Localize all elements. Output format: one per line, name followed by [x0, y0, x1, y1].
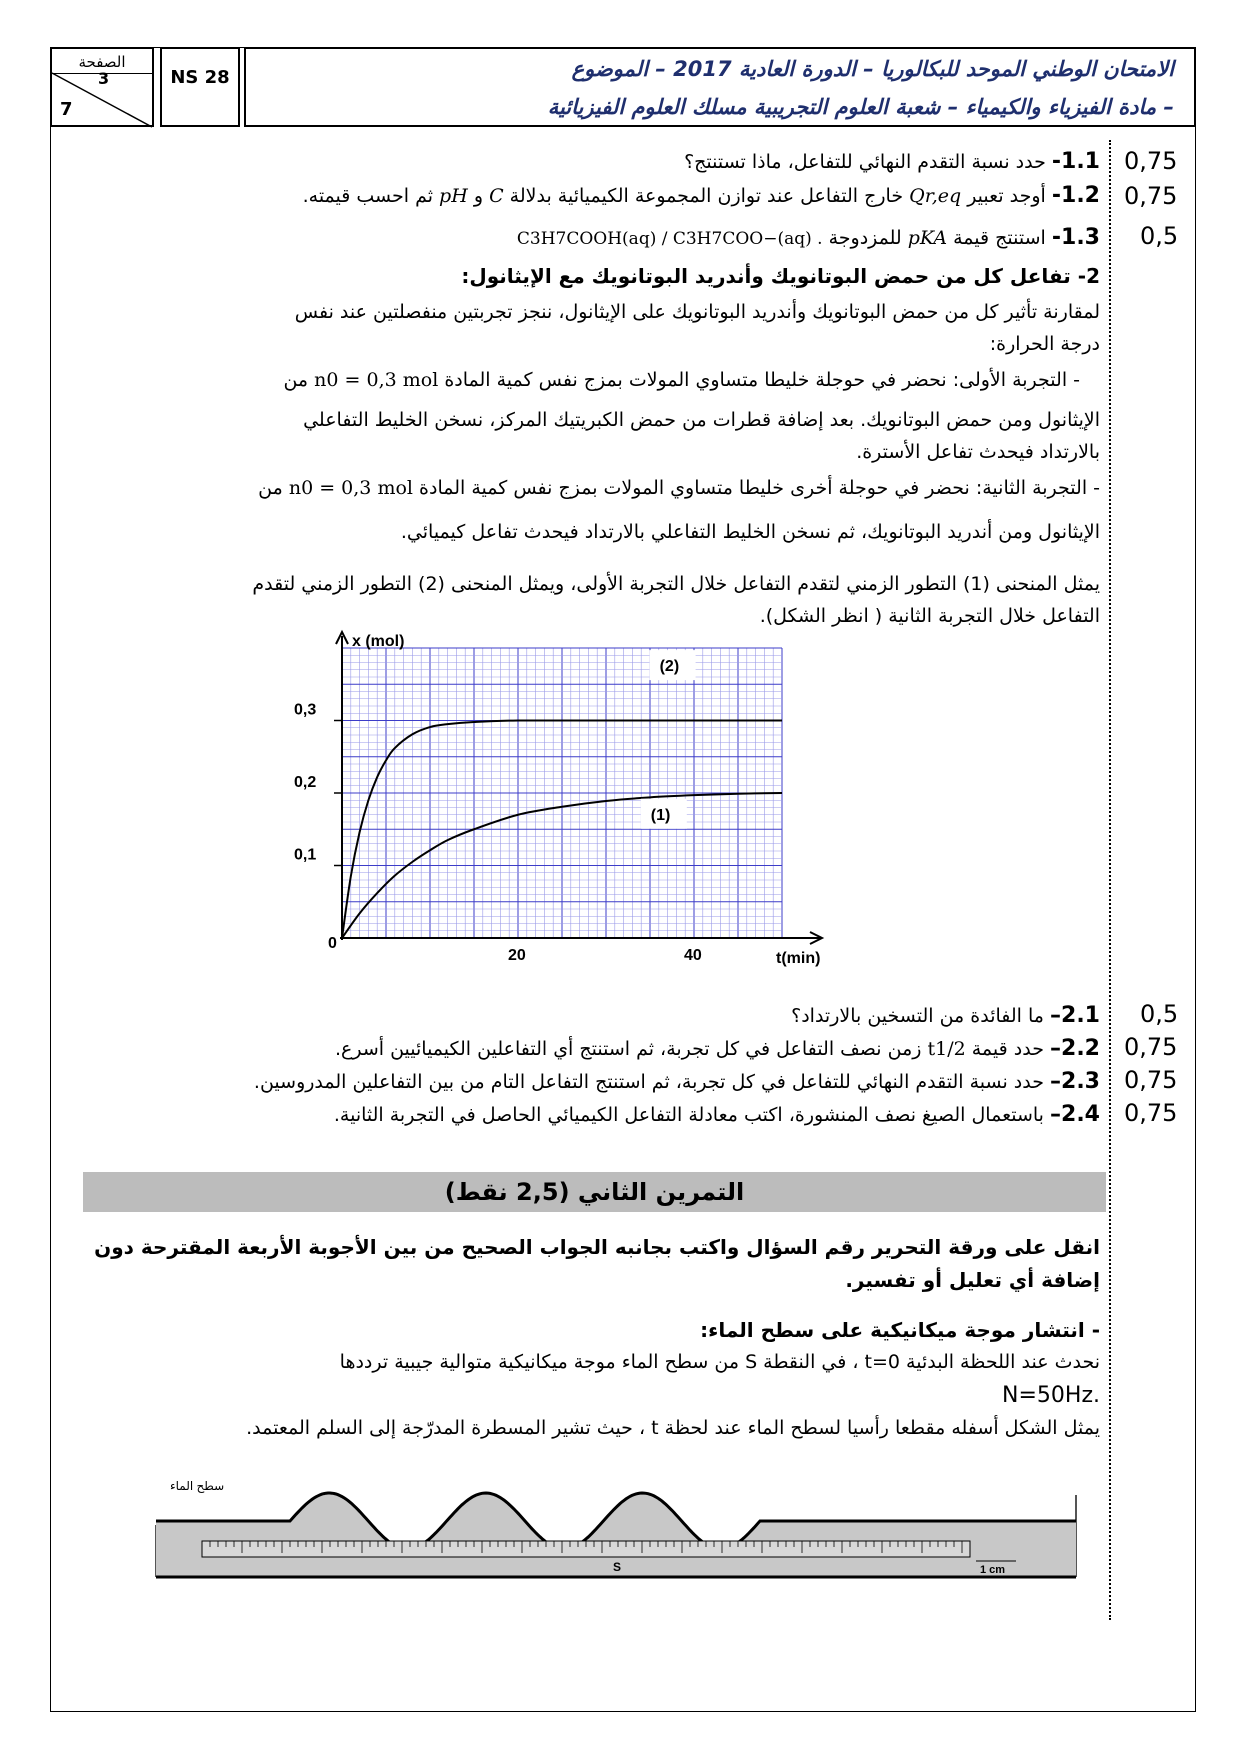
math-t-half: t1/2 [927, 1038, 966, 1060]
x-tick-label: 40 [684, 947, 702, 964]
part2-title: 2- تفاعل كل من حمض البوتانويك وأندريد البوتانويك مع الإيثانول: [461, 264, 1100, 288]
x-tick-label: 0 [328, 935, 337, 952]
question-2-2 [335, 1037, 1100, 1061]
points-1-3: 0,5 [1140, 222, 1179, 250]
page-total: 7 [60, 99, 73, 120]
question-number: 2.4– [1050, 1102, 1100, 1127]
points-2-4: 0,75 [1124, 1099, 1178, 1127]
points-2-3: 0,75 [1124, 1066, 1178, 1094]
exp1-amount: n0 = 0,3 mol [314, 369, 439, 391]
exp2-text: - التجربة الثانية: نحضر في حوجلة أخرى خليطا متساوي المولات بمزج نفس كمية المادة [419, 477, 1100, 499]
points-2-2: 0,75 [1124, 1033, 1178, 1061]
header-title-line2: – مادة الفيزياء والكيمياء – شعبة العلوم التجريبية مسلك العلوم الفيزيائية [547, 95, 1174, 119]
question-text: و [473, 185, 484, 207]
part2-intro-2: درجة الحرارة: [989, 333, 1100, 355]
exercise2-instruction-1: انقل على ورقة التحرير رقم السؤال واكتب بجانبه الجواب الصحيح من بين الأجوبة الأربعة المقترحة دون [94, 1235, 1100, 1259]
question-text: خارج التفاعل عند توازن المجموعة الكيميائية بدلالة [509, 185, 904, 207]
question-2-4 [334, 1103, 1100, 1127]
points-1-2: 0,75 [1124, 182, 1178, 210]
page-number-box [50, 47, 154, 127]
advancement-chart [294, 620, 880, 980]
y-tick-label: 0,3 [294, 701, 317, 719]
curve-label-1: (1) [650, 806, 671, 824]
scale-label: 1 cm [980, 1564, 1006, 1576]
question-text: ثم احسب قيمته. [302, 185, 433, 207]
math-pka: pKA [907, 227, 948, 249]
exp2-text: من [258, 477, 283, 499]
question-text: زمن نصف التفاعل في كل تجربة، ثم استنتج أي التفاعلين الكيميائيين أسرع. [334, 1038, 922, 1060]
part2-intro-1: لمقارنة تأثير كل من حمض البوتانويك وأندريد البوتانويك على الإيثانول، ننجز تجربتين منفصلتين عند نفس [294, 301, 1100, 323]
question-text: حدد قيمة [971, 1038, 1044, 1060]
curves-desc-2: التفاعل خلال التجربة الثانية ( انظر الشكل). [759, 605, 1100, 627]
x-tick-label: 20 [508, 947, 526, 964]
exam-code: NS 28 [160, 47, 240, 127]
acid-base-couple: C3H7COOH(aq) / C3H7COO−(aq) . [516, 229, 823, 249]
question-number: 2.1– [1050, 1003, 1100, 1028]
question-number: 1.2- [1051, 183, 1100, 208]
exp2-line2: الإيثانول ومن أندريد البوتانويك، ثم نسخن الخليط التفاعلي بالارتداد فيحدث تفاعل كيميائي. [400, 521, 1100, 543]
question-text: استنتج قيمة [953, 227, 1046, 249]
question-2-1 [791, 1004, 1100, 1028]
water-wave-figure [150, 1465, 1080, 1585]
exercise2-line3: يمثل الشكل أسفله مقطعا رأسيا لسطح الماء عند لحظة t ، حيث تشير المسطرة المدرّجة إلى السلم المعتمد. [246, 1417, 1100, 1439]
exercise2-banner: التمرين الثاني (2,5 نقط) [83, 1172, 1106, 1212]
exercise2-line1: نحدث عند اللحظة البدئية t=0 ، في النقطة S من سطح الماء موجة ميكانيكية متوالية جيبية ترددها [339, 1351, 1100, 1373]
question-text: حدد نسبة التقدم النهائي للتفاعل في كل تجربة، ثم استنتج التفاعل التام من بين التفاعلين المدروسين. [253, 1071, 1044, 1093]
question-1-1 [684, 150, 1100, 174]
math-c: C [489, 185, 504, 207]
exp1-line3: بالارتداد فيحدث تفاعل الأسترة. [856, 441, 1100, 463]
header-title-box [244, 47, 1196, 127]
question-2-3 [254, 1070, 1100, 1094]
exercise2-subtitle: - انتشار موجة ميكانيكية على سطح الماء: [700, 1318, 1100, 1342]
exp1-text: من [283, 369, 309, 391]
math-qreq: Qr,eq [909, 185, 962, 207]
x-axis-label: t(min) [776, 950, 821, 967]
y-axis-label: x (mol) [352, 633, 405, 650]
points-1-1: 0,75 [1124, 147, 1178, 175]
exp1-text: - التجربة الأولى: نحضر في حوجلة خليطا متساوي المولات بمزج نفس كمية المادة [444, 369, 1080, 391]
curves-desc-1: يمثل المنحنى (1) التطور الزمني لتقدم التفاعل خلال التجربة الأولى، ويمثل المنحنى (2) التطور الزمني لتقدم [252, 573, 1100, 595]
page-number: 3 [98, 69, 110, 88]
question-number: 2.2– [1050, 1036, 1100, 1061]
page-label: الصفحة [78, 53, 126, 71]
exp1-line1 [283, 368, 1080, 392]
y-tick-label: 0,1 [294, 846, 317, 864]
exp1-line2: الإيثانول ومن حمض البوتانويك. بعد إضافة قطرات من حمض الكبريتيك المركز، نسخن الخليط التفاعلي [303, 409, 1100, 431]
exercise2-line2: .N=50Hz [1002, 1383, 1100, 1408]
math-ph: pH [439, 185, 468, 207]
question-number: 1.1- [1051, 149, 1100, 174]
question-1-2 [303, 184, 1100, 208]
question-text: حدد نسبة التقدم النهائي للتفاعل، ماذا تستنتج؟ [684, 151, 1046, 173]
question-number: 2.3– [1050, 1069, 1100, 1094]
exp2-amount: n0 = 0,3 mol [288, 477, 413, 499]
exp2-line1 [258, 476, 1100, 500]
question-text: للمزدوجة [828, 227, 902, 249]
water-surface-label: سطح الماء [170, 1479, 225, 1493]
margin-separator [1109, 140, 1111, 1620]
question-text: أوجد تعبير [967, 185, 1046, 207]
curve-label-2: (2) [659, 658, 680, 676]
point-s-label: S [613, 1560, 622, 1574]
question-text: ما الفائدة من التسخين بالارتداد؟ [791, 1005, 1044, 1027]
points-2-1: 0,5 [1140, 1000, 1179, 1028]
question-1-3 [517, 226, 1100, 251]
question-number: 1.3- [1051, 225, 1100, 250]
question-text: باستعمال الصيغ نصف المنشورة، اكتب معادلة التفاعل الكيميائي الحاصل في التجربة الثانية. [333, 1104, 1044, 1126]
header-title-line1: الامتحان الوطني الموحد للبكالوريا – الدورة العادية 2017 – الموضوع [571, 57, 1174, 81]
exercise2-instruction-2: إضافة أي تعليل أو تفسير. [845, 1268, 1100, 1292]
y-tick-label: 0,2 [294, 774, 317, 791]
